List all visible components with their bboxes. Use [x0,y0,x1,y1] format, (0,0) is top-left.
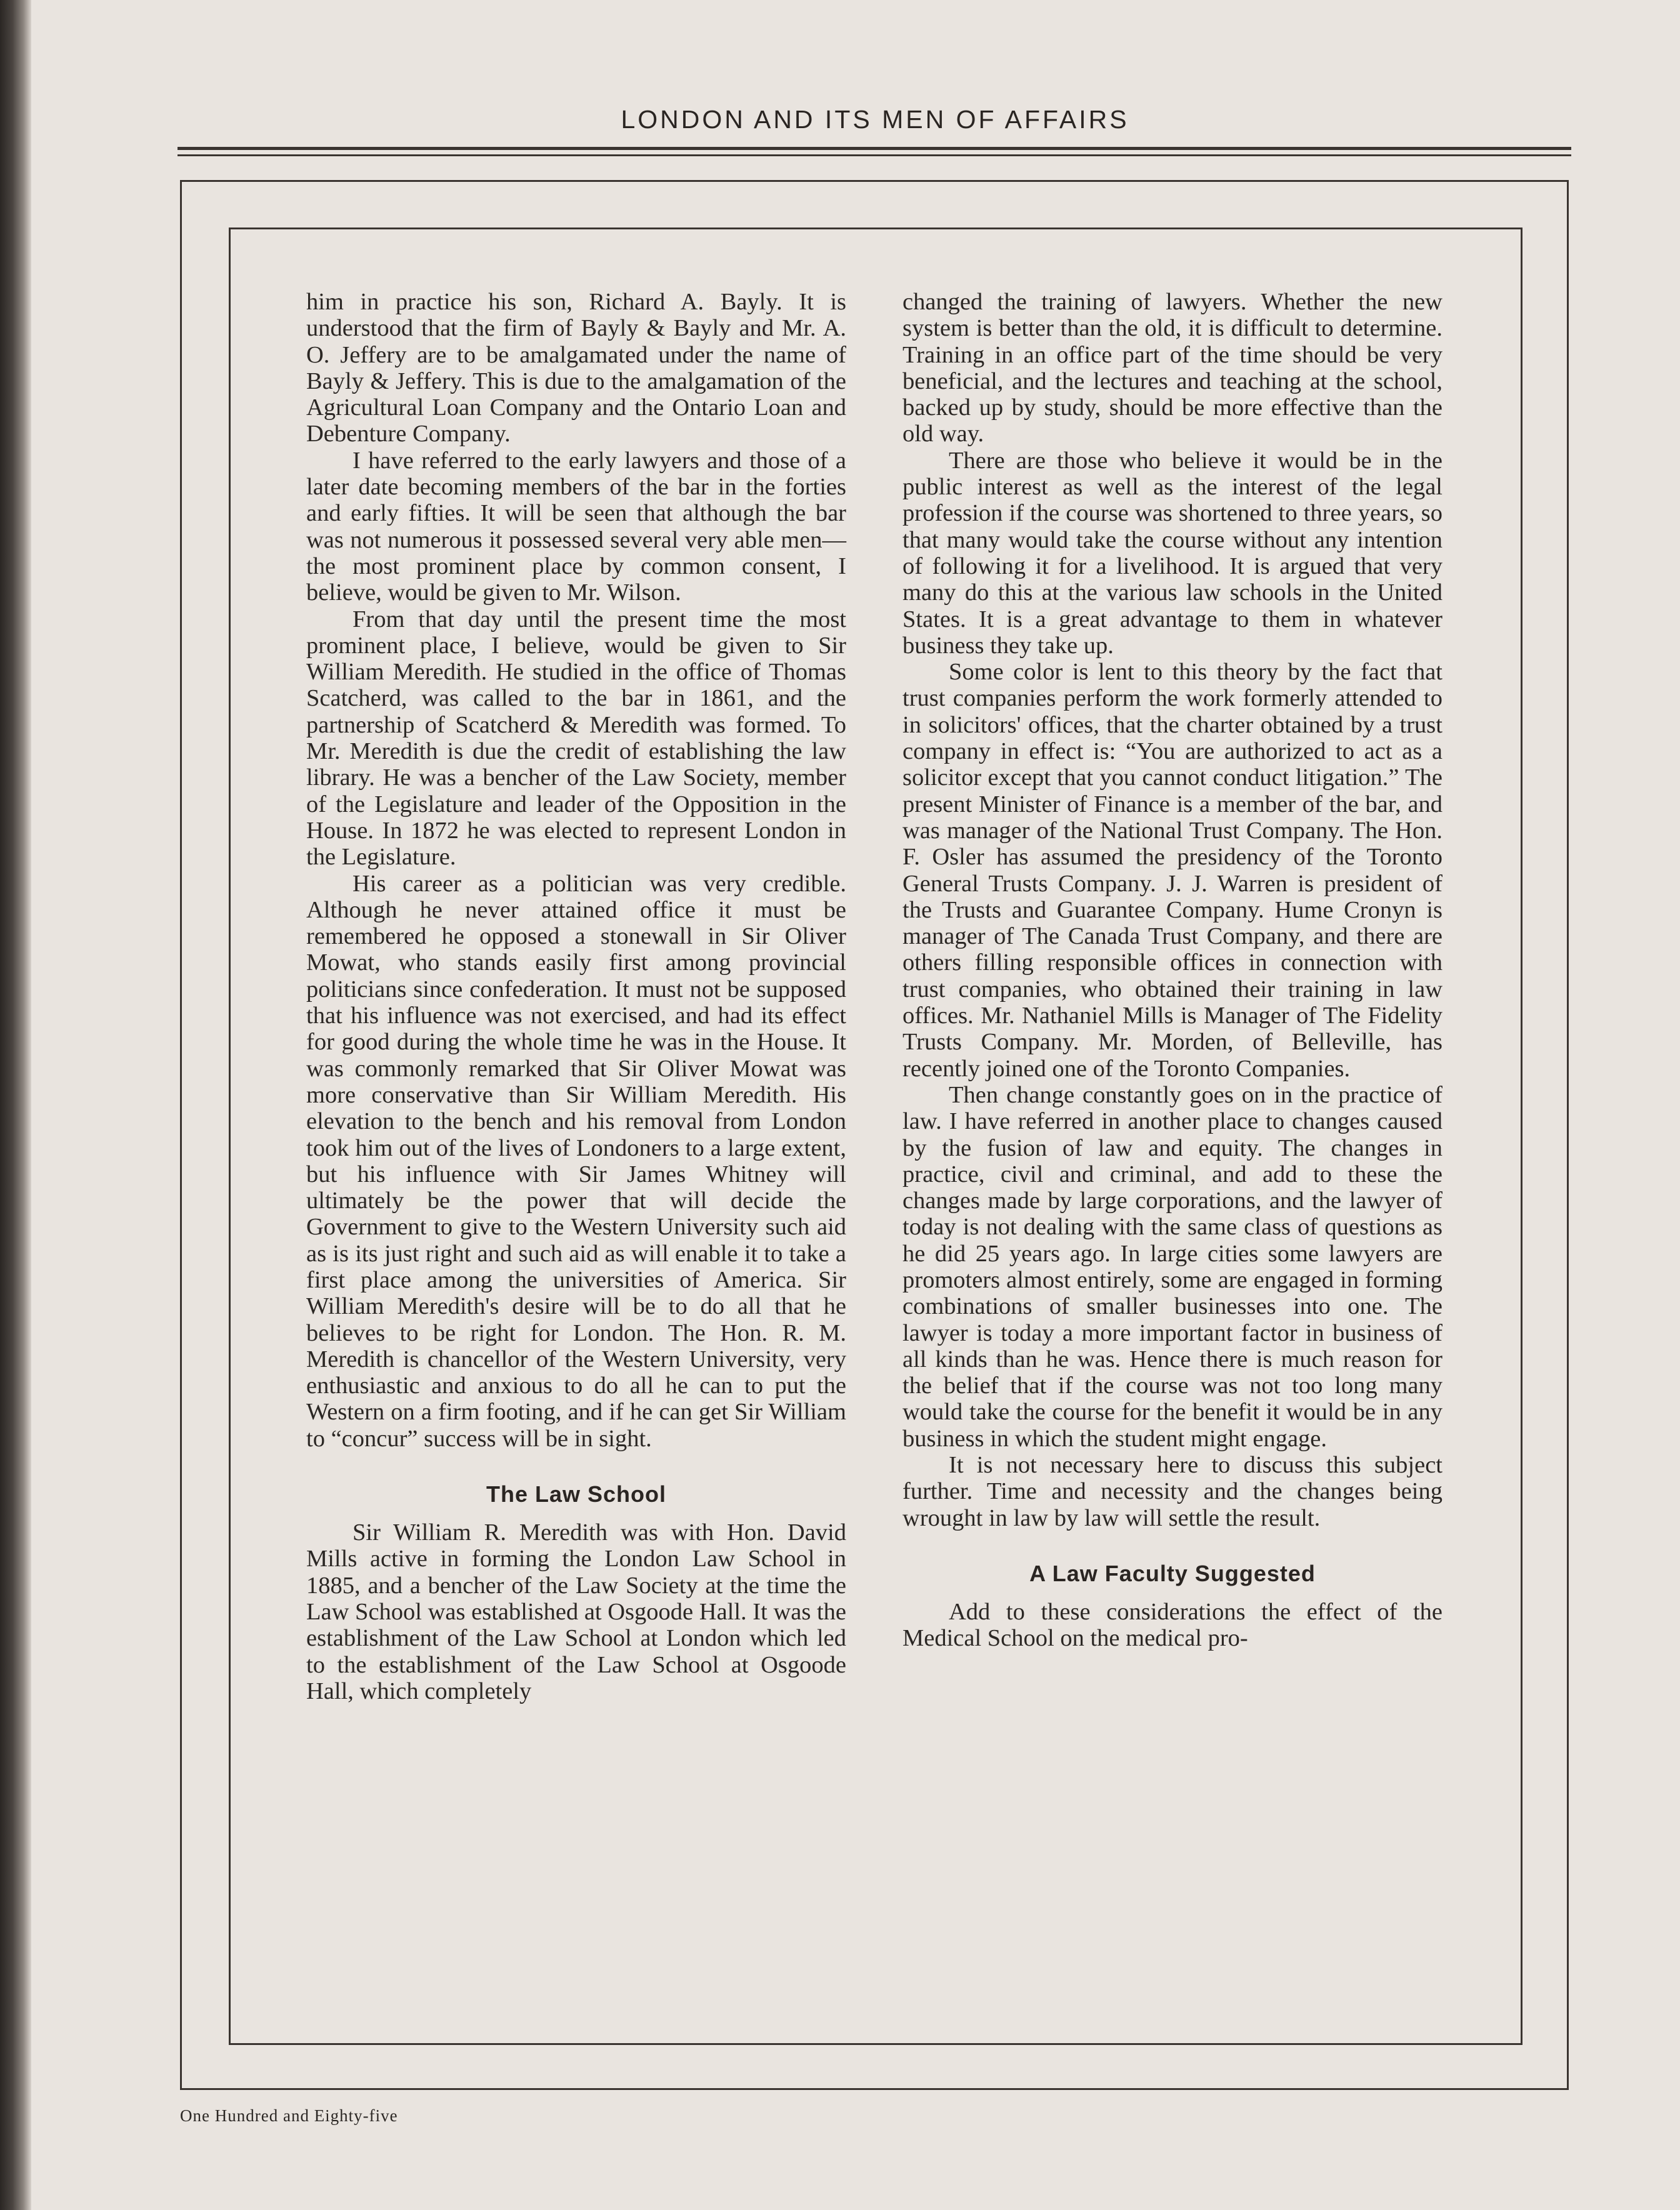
paragraph: I have referred to the early lawyers and those of a later date becoming members of the bar in the forties and early fifties. It will be seen that although the bar was not numerous it possessed several very able men—the most prominent place by common consent, I believe, would be given to Mr. Wilson. [306,447,846,606]
paragraph: Sir William R. Meredith was with Hon. David Mills active in forming the London Law School in 1885, and a bencher of the Law Society at the time the Law School was established at Osgoode Hall. It was the establishment of the Law School at London which led to the establishment of the Law School at Osgoode Hall, which completely [306,1519,846,1704]
paragraph: him in practice his son, Richard A. Bayly. It is understood that the firm of Bayly & Bayly and Mr. A. O. Jeffery are to be amalgamated under the name of Bayly & Jeffery. This is due to the amalgamation of the Agricultural Loan Company and the Ontario Loan and Debenture Company. [306,289,846,448]
paragraph: It is not necessary here to discuss this subject further. Time and necessity and the changes being wrought in law by law will settle the result. [902,1452,1442,1531]
book-binding-edge [0,0,31,2210]
section-heading-law-school: The Law School [486,1481,667,1508]
right-text-column [902,289,1442,1652]
paragraph: There are those who believe it would be in the public interest as well as the interest of the legal profession if the course was shortened to three years, so that many would take the course without any intention of following it for a livelihood. It is argued that very many do this at the various law schools in the United States. It is a great advantage to them in whatever business they take up. [902,447,1442,659]
section-heading-law-faculty: A Law Faculty Suggested [1029,1560,1316,1586]
paragraph: Some color is lent to this theory by the fact that trust companies perform the work formerly attended to in solicitors' offices, that the charter obtained by a trust company in effect is: “You are authorized to act as a solicitor except that you cannot conduct litigation.” The present Minister of Finance is a member of the bar, and was manager of the National Trust Company. The Hon. F. Osler has assumed the presidency of the Toronto General Trusts Company. J. J. Warren is president of the Trusts and Guarantee Company. Hume Cronyn is manager of The Canada Trust Company, and there are others filling responsible offices in connection with trust companies, who obtained their training in law offices. Mr. Nathaniel Mills is Manager of The Fidelity Trusts Company. Mr. Morden, of Belleville, has recently joined one of the Toronto Companies. [902,659,1442,1082]
running-header: LONDON AND ITS MEN OF AFFAIRS [621,105,1129,134]
left-text-column [306,289,846,1704]
paragraph: changed the training of lawyers. Whether the new system is better than the old, it is difficult to determine. Training in an office part of the time should be very beneficial, and the lectures and teaching at the school, backed up by study, should be more effective than the old way. [902,289,1442,448]
paragraph: Then change constantly goes on in the practice of law. I have referred in another place to changes caused by the fusion of law and equity. The changes in practice, civil and criminal, and add to these the changes made by large corporations, and the lawyer of today is not dealing with the same class of questions as he did 25 years ago. In large cities some lawyers are promoters almost entirely, some are engaged in forming combinations of smaller businesses into one. The lawyer is today a more important factor in business of all kinds than he was. Hence there is much reason for the belief that if the course was not too long many would take the course for the benefit it would be in any business in which the student might engage. [902,1081,1442,1452]
paragraph: Add to these considerations the effect of the Medical School on the medical pro- [902,1598,1442,1652]
header-rule-thick [178,147,1571,150]
page-number-label: One Hundred and Eighty-five [180,2106,398,2125]
paragraph: His career as a politician was very credible. Although he never attained office it must be remembered he opposed a stonewall in Sir Oliver Mowat, who stands easily first among provincial politicians since confederation. It must not be supposed that his influence was not exercised, and had its effect for good during the whole time he was in the House. It was commonly remarked that Sir Oliver Mowat was more conservative than Sir William Meredith. His elevation to the bench and his removal from London took him out of the lives of Londoners to a large extent, but his influence with Sir James Whitney will ultimately be the power that will decide the Government to give to the Western University such aid as is its just right and such aid as will enable it to take a first place among the universities of America. Sir William Meredith's desire will be to do all that he believes to be right for London. The Hon. R. M. Meredith is chancellor of the Western University, very enthusiastic and anxious to do all he can to put the Western on a firm footing, and if he can get Sir William to “concur” success will be in sight. [306,870,846,1452]
header-rule-thin [178,154,1571,156]
paragraph: From that day until the present time the most prominent place, I believe, would be given to Sir William Meredith. He studied in the office of Thomas Scatcherd, was called to the bar in 1861, and the partnership of Scatcherd & Meredith was formed. To Mr. Meredith is due the credit of establishing the law library. He was a bencher of the Law Society, member of the Legislature and leader of the Opposition in the House. In 1872 he was elected to represent London in the Legislature. [306,606,846,871]
